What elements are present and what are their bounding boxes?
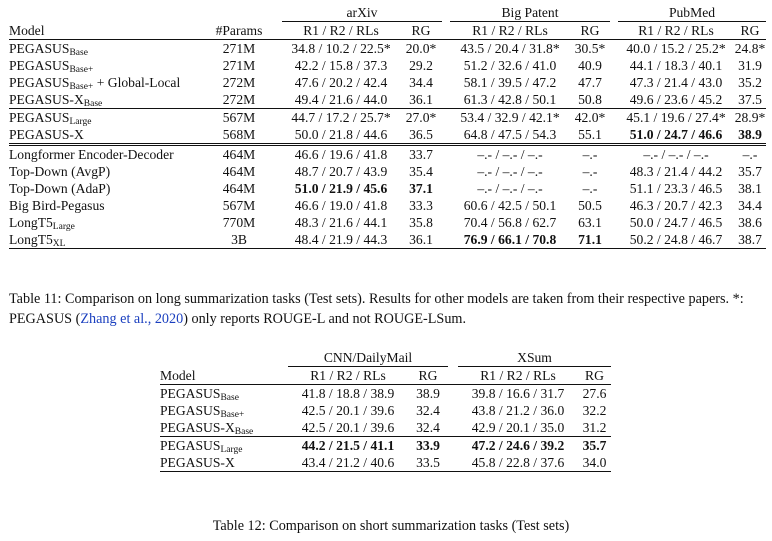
rouge-cell: 46.3 / 20.7 / 42.3 — [629, 198, 723, 213]
citation-link[interactable]: Zhang et al., 2020 — [80, 311, 184, 327]
rouge-cell: 44.2 / 21.5 / 41.1 — [288, 437, 408, 455]
rouge-cell: 42.5 / 20.1 / 39.6 — [301, 420, 395, 435]
rouge-cell: 42.5 / 20.1 / 39.6 — [301, 403, 395, 418]
rouge-cell: 45.1 / 19.6 / 27.4* — [618, 109, 734, 127]
rouge-cell: 40.0 / 15.2 / 25.2* — [626, 41, 726, 56]
rg-cell: 50.5 — [578, 198, 602, 213]
rouge-cell: –.- / –.- / –.- — [618, 145, 734, 164]
model-name: $PEGASUS_{Base+}$ + Global-Local — [9, 75, 181, 92]
rg-cell: 20.0* — [405, 41, 437, 56]
rg-cell: 36.5 — [409, 127, 433, 142]
rg-cell: 37.5 — [738, 92, 762, 107]
group-header-xsum: XSum — [458, 349, 611, 367]
params-cell: 272M — [222, 75, 256, 90]
rg-cell: 36.1 — [400, 231, 442, 249]
col-header-r: R1 / R2 / RLs — [458, 367, 578, 385]
col-header-rg: RG — [408, 367, 448, 385]
rg-cell: 37.1 — [409, 181, 433, 196]
model-name: $PEGASUS_{Base}$ — [9, 41, 88, 58]
model-name: PEGASUS-X — [160, 454, 278, 472]
table-row — [9, 57, 766, 74]
col-header-r: R1 / R2 / RLs — [288, 367, 408, 385]
rouge-cell: 48.3 / 21.4 / 44.2 — [629, 164, 723, 179]
table-12-body — [160, 385, 611, 472]
rg-cell: 47.7 — [578, 75, 602, 90]
rouge-cell: 46.6 / 19.0 / 41.8 — [294, 198, 388, 213]
model-name: $LongT5_{XL}$ — [9, 231, 204, 249]
rg-cell: 29.2 — [409, 58, 433, 73]
rouge-cell: 43.8 / 21.2 / 36.0 — [471, 403, 565, 418]
model-name: PEGASUS-$X_{Base}$ — [9, 92, 103, 109]
rg-cell: 38.9 — [738, 127, 762, 142]
rg-cell: 32.2 — [582, 403, 607, 418]
col-header-rg: RG — [570, 22, 610, 40]
rg-cell: 30.5* — [574, 41, 606, 56]
params-cell: 770M — [222, 215, 256, 230]
model-name: $PEGASUS_{Large}$ — [160, 437, 278, 455]
group-header-big-patent: Big Patent — [450, 4, 610, 22]
rouge-cell: 51.2 / 32.6 / 41.0 — [463, 58, 557, 73]
table-row — [9, 40, 766, 58]
params-cell: 271M — [222, 58, 256, 73]
rg-cell: 55.1 — [578, 127, 602, 142]
rg-cell: 36.1 — [409, 92, 433, 107]
model-name: $PEGASUS_{Large}$ — [9, 109, 204, 127]
table-row — [160, 385, 611, 403]
model-name: PEGASUS-$X_{Base}$ — [160, 420, 254, 437]
col-header-model: Model — [9, 22, 204, 40]
rouge-cell: 60.6 / 42.5 / 50.1 — [463, 198, 557, 213]
table-row — [9, 180, 766, 197]
rouge-cell: 45.8 / 22.8 / 37.6 — [458, 454, 578, 472]
table-12-caption: Table 12: Comparison on short summarization tasks (Test sets) — [212, 518, 570, 534]
rouge-cell: 61.3 / 42.8 / 50.1 — [463, 92, 557, 107]
table-row — [9, 197, 766, 214]
params-cell: 464M — [222, 181, 256, 196]
rg-cell: 38.7 — [734, 231, 766, 249]
table-11 — [9, 4, 766, 249]
rouge-cell: 43.5 / 20.4 / 31.8* — [460, 41, 560, 56]
rouge-cell: 49.6 / 23.6 / 45.2 — [629, 92, 723, 107]
model-name: Top-Down (AvgP) — [9, 164, 111, 179]
table-11-body — [9, 40, 766, 249]
col-header-rg: RG — [400, 22, 442, 40]
rg-cell: 35.4 — [409, 164, 433, 179]
col-header-rg: RG — [734, 22, 766, 40]
rouge-cell: 51.0 / 24.7 / 46.6 — [629, 127, 723, 142]
rouge-cell: 48.4 / 21.9 / 44.3 — [282, 231, 400, 249]
params-cell: 464M — [204, 145, 274, 164]
rouge-cell: 53.4 / 32.9 / 42.1* — [450, 109, 570, 127]
table-row — [160, 419, 611, 437]
rg-cell: 33.5 — [408, 454, 448, 472]
model-name: Longformer Encoder-Decoder — [9, 145, 204, 164]
rouge-cell: 44.1 / 18.3 / 40.1 — [629, 58, 723, 73]
caption-text: ) only reports ROUGE-L and not ROUGE-LSum. — [183, 311, 466, 327]
table-row — [9, 91, 766, 109]
rouge-cell: 50.2 / 24.8 / 46.7 — [618, 231, 734, 249]
rg-cell: –.- — [734, 145, 766, 164]
rouge-cell: 51.1 / 23.3 / 46.5 — [629, 181, 723, 196]
rouge-cell: –.- / –.- / –.- — [450, 145, 570, 164]
rg-cell: 27.6 — [582, 386, 607, 401]
model-name: $PEGASUS_{Base+}$ — [160, 403, 245, 420]
rg-cell: –.- — [582, 164, 598, 179]
table-row — [9, 109, 766, 127]
rg-cell: 63.1 — [578, 215, 602, 230]
params-cell: 271M — [222, 41, 256, 56]
rg-cell: 34.4 — [738, 198, 762, 213]
rg-cell: 34.0 — [578, 454, 611, 472]
rg-cell: 32.4 — [416, 420, 440, 435]
rg-cell: 27.0* — [400, 109, 442, 127]
rg-cell: 35.8 — [409, 215, 433, 230]
rouge-cell: 34.8 / 10.2 / 22.5* — [291, 41, 391, 56]
rg-cell: 35.7 — [738, 164, 762, 179]
col-header-rg: RG — [578, 367, 611, 385]
rg-cell: 38.1 — [738, 181, 762, 196]
table-row — [9, 231, 766, 249]
rouge-cell: 47.6 / 20.2 / 42.4 — [294, 75, 388, 90]
model-name: $LongT5_{Large}$ — [9, 215, 75, 232]
model-name: $PEGASUS_{Base+}$ — [9, 58, 94, 75]
rg-cell: 71.1 — [570, 231, 610, 249]
params-cell: 464M — [222, 164, 256, 179]
table-row — [9, 126, 766, 145]
rouge-cell: 48.3 / 21.6 / 44.1 — [294, 215, 388, 230]
rg-cell: 33.9 — [408, 437, 448, 455]
rg-cell: 31.9 — [738, 58, 762, 73]
rouge-cell: 42.9 / 20.1 / 35.0 — [471, 420, 565, 435]
rouge-cell: 50.0 / 24.7 / 46.5 — [629, 215, 723, 230]
table-row — [160, 437, 611, 455]
model-name: PEGASUS-X — [9, 127, 84, 142]
rouge-cell: 51.0 / 21.9 / 45.6 — [294, 181, 388, 196]
table-row — [9, 214, 766, 231]
model-name: Top-Down (AdaP) — [9, 181, 111, 196]
col-header-r: R1 / R2 / RLs — [618, 22, 734, 40]
rouge-cell: 48.7 / 20.7 / 43.9 — [294, 164, 388, 179]
params-cell: 3B — [204, 231, 274, 249]
table-row — [9, 74, 766, 91]
rg-cell: 34.4 — [409, 75, 433, 90]
table-row — [160, 402, 611, 419]
group-header-pubmed: PubMed — [618, 4, 766, 22]
rg-cell: 33.3 — [409, 198, 433, 213]
rg-cell: 35.7 — [578, 437, 611, 455]
rouge-cell: 50.0 / 21.8 / 44.6 — [294, 127, 388, 142]
rg-cell: 42.0* — [570, 109, 610, 127]
rg-cell: –.- — [570, 145, 610, 164]
rg-cell: 38.6 — [738, 215, 762, 230]
rg-cell: 40.9 — [578, 58, 602, 73]
rouge-cell: 58.1 / 39.5 / 47.2 — [463, 75, 557, 90]
col-header-params: #Params — [204, 22, 274, 40]
rouge-cell: 46.6 / 19.6 / 41.8 — [282, 145, 400, 164]
rouge-cell: 41.8 / 18.8 / 38.9 — [301, 386, 395, 401]
rg-cell: 24.8* — [734, 41, 766, 56]
rouge-cell: –.- / –.- / –.- — [477, 181, 543, 196]
rg-cell: 31.2 — [582, 420, 607, 435]
model-name: $PEGASUS_{Base}$ — [160, 386, 239, 403]
rouge-cell: 64.8 / 47.5 / 54.3 — [463, 127, 557, 142]
group-header-cnn-dailymail: CNN/DailyMail — [288, 349, 448, 367]
rg-cell: 28.9* — [734, 110, 766, 125]
col-header-model: Model — [160, 367, 278, 385]
rg-cell: 32.4 — [416, 403, 440, 418]
rouge-cell: 42.2 / 15.8 / 37.3 — [294, 58, 388, 73]
table-12 — [160, 349, 611, 472]
rouge-cell: –.- / –.- / –.- — [477, 164, 543, 179]
table-row — [9, 163, 766, 180]
params-cell: 567M — [204, 109, 274, 127]
rg-cell: 50.8 — [578, 92, 602, 107]
rouge-cell: 39.8 / 16.6 / 31.7 — [471, 386, 565, 401]
model-name: Big Bird-Pegasus — [9, 198, 105, 213]
table-row — [9, 145, 766, 164]
rouge-cell: 49.4 / 21.6 / 44.0 — [294, 92, 388, 107]
table-row — [160, 454, 611, 472]
caption-text: Table 11: Comparison on long summarization tasks (Test sets). Results for other models are taken from their respective papers. *: PEGASUS ( — [9, 291, 744, 327]
rg-cell: 38.9 — [416, 386, 440, 401]
params-cell: 567M — [222, 198, 256, 213]
rouge-cell: 76.9 / 66.1 / 70.8 — [450, 231, 570, 249]
col-header-r: R1 / R2 / RLs — [282, 22, 400, 40]
rg-cell: –.- — [582, 181, 598, 196]
table-11-caption — [9, 289, 766, 329]
col-header-r: R1 / R2 / RLs — [450, 22, 570, 40]
rouge-cell: 43.4 / 21.2 / 40.6 — [288, 454, 408, 472]
params-cell: 272M — [222, 92, 256, 107]
rouge-cell: 44.7 / 17.2 / 25.7* — [282, 109, 400, 127]
params-cell: 568M — [222, 127, 256, 142]
rg-cell: 35.2 — [738, 75, 762, 90]
rouge-cell: 47.3 / 21.4 / 43.0 — [629, 75, 723, 90]
rg-cell: 33.7 — [400, 145, 442, 164]
group-header-arxiv: arXiv — [282, 4, 442, 22]
rouge-cell: 70.4 / 56.8 / 62.7 — [463, 215, 557, 230]
rouge-cell: 47.2 / 24.6 / 39.2 — [458, 437, 578, 455]
